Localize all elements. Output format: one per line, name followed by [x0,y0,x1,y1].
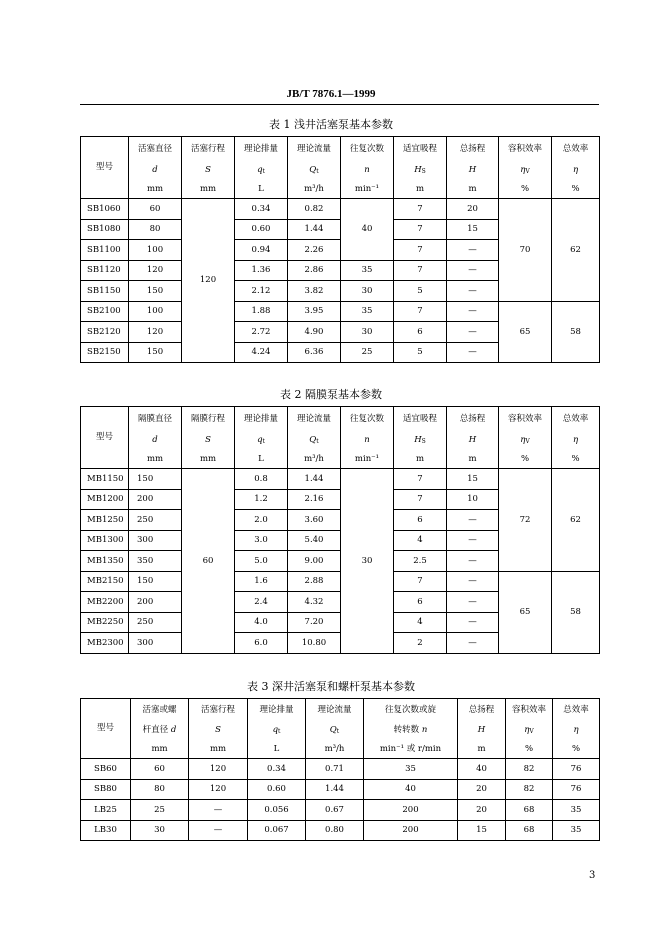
table-row [81,199,600,220]
cell: 4.90 [288,322,341,343]
unit-cell: % [553,741,600,759]
header-rule [80,104,599,105]
cell: 120 [129,260,182,281]
cell: 120 [189,779,248,800]
merged-eff-cell: 58 [552,571,600,653]
symbol-Qt: $Q_t$ [288,161,341,181]
cell: — [447,571,499,592]
symbol-qt: $q_t$ [235,161,288,181]
cell: 0.82 [288,199,341,220]
symbol-Qt: $Q_t$ [306,721,364,741]
cell: 6.36 [288,342,341,363]
table-row [81,571,600,592]
symbol-n: n [341,431,394,451]
merged-vol-eff-cell: 65 [499,301,552,363]
symbol-eta-v: $\eta_V$ [499,161,552,181]
merged-eff-cell: 58 [552,301,600,363]
cell: 20 [458,800,506,821]
model-cell: MB1200 [81,489,129,510]
cell: 150 [129,342,182,363]
table3-col-total-efficiency: 总效率 [553,699,600,721]
cell: 300 [129,633,182,654]
cell: 4 [394,530,447,551]
page-number: 3 [589,870,596,881]
cell: 0.94 [235,240,288,261]
symbol-eta: η [552,161,600,181]
cell: 7 [394,240,447,261]
cell: 7 [394,469,447,490]
cell: — [447,551,499,572]
cell: — [447,301,499,322]
cell: 35 [364,759,458,780]
merged-eff-cell: 62 [552,469,600,572]
table3-col-theoretical-flow: 理论流量 [306,699,364,721]
unit-cell: L [248,741,306,759]
model-cell: SB80 [81,779,131,800]
cell: 3.82 [288,281,341,302]
cell: 200 [129,592,182,613]
standard-header: JB/T 7876.1—1999 [286,88,376,100]
unit-cell: mm [129,181,182,199]
symbol-Qt: $Q_t$ [288,431,341,451]
cycles-label: 转转数 [393,725,420,736]
cell: 2.12 [235,281,288,302]
unit-cell: % [552,181,600,199]
cell: 7 [394,199,447,220]
table3-col-theoretical-displacement: 理论排量 [248,699,306,721]
cell: — [447,510,499,531]
cell: 4.32 [288,592,341,613]
table-row [81,800,600,821]
unit-cell: L [235,451,288,469]
cell: 2.26 [288,240,341,261]
unit-cell: mm [182,451,235,469]
cell: 68 [506,800,553,821]
cell: 5.0 [235,551,288,572]
cell: 0.34 [248,759,306,780]
cell: — [447,281,499,302]
merged-cycles-cell: 30 [341,469,394,654]
cell: 25 [131,800,189,821]
cell: 80 [131,779,189,800]
cell: 35 [553,820,600,841]
unit-cell: m [458,741,506,759]
model-cell: MB1350 [81,551,129,572]
cell: 68 [506,820,553,841]
symbol-S: S [182,161,235,181]
table1-col-suction-lift: 适宜吸程 [394,137,447,161]
unit-cell: mm [131,741,189,759]
symbol-n: n [421,725,428,736]
cell: 100 [129,240,182,261]
cell: 6 [394,592,447,613]
cell: 6 [394,510,447,531]
table3-col-volumetric-efficiency: 容积效率 [506,699,553,721]
cell: 0.60 [235,219,288,240]
table1-col-piston-diameter: 活塞直径 [129,137,182,161]
unit-cell: m [447,181,499,199]
cell: 2.88 [288,571,341,592]
cell: 4.24 [235,342,288,363]
cell: 10 [447,489,499,510]
model-cell: MB2150 [81,571,129,592]
table1-col-reciprocations: 往复次数 [341,137,394,161]
cell: — [447,592,499,613]
table2-col-suction-lift: 适宜吸程 [394,407,447,431]
table1-caption: 表 1 浅井活塞泵基本参数 [269,118,393,131]
table2-col-theoretical-flow: 理论流量 [288,407,341,431]
cell: 1.44 [306,779,364,800]
cell: 4.0 [235,612,288,633]
cell: 5 [394,281,447,302]
cell: 250 [129,510,182,531]
cell: — [189,800,248,821]
cell: 0.67 [306,800,364,821]
merged-vol-eff-cell: 65 [499,571,552,653]
cell: 2 [394,633,447,654]
cell: 5.40 [288,530,341,551]
table3-caption: 表 3 深井活塞泵和螺杆泵基本参数 [247,680,415,693]
cell: 7 [394,219,447,240]
cell: 35 [553,800,600,821]
symbol-eta: η [552,431,600,451]
table1-model-header: 型号 [81,137,129,199]
cell: 7 [394,301,447,322]
model-cell: MB1250 [81,510,129,531]
cell: 1.44 [288,469,341,490]
table2-model-header: 型号 [81,407,129,469]
model-cell: MB2200 [81,592,129,613]
cell: 10.80 [288,633,341,654]
table-row [81,301,600,322]
symbol-H: H [447,431,499,451]
cell: 0.71 [306,759,364,780]
unit-cell: m [394,181,447,199]
cell: 5 [394,342,447,363]
symbol-H: H [458,721,506,741]
table2-col-diaphragm-diameter: 隔膜直径 [129,407,182,431]
cell: 15 [447,469,499,490]
unit-cell: mm [129,451,182,469]
cell: 35 [341,301,394,322]
cell: 1.44 [288,219,341,240]
table3-col-cycles-line2 [364,721,458,741]
unit-cell: m³/h [306,741,364,759]
cell: 2.16 [288,489,341,510]
symbol-S: S [182,431,235,451]
cell: 150 [129,469,182,490]
cell: 60 [129,199,182,220]
symbol-qt: $q_t$ [248,721,306,741]
cell: 0.8 [235,469,288,490]
symbol-qt: $q_t$ [235,431,288,451]
cell: 0.60 [248,779,306,800]
model-cell: MB2250 [81,612,129,633]
cell: 2.72 [235,322,288,343]
table2 [80,406,600,654]
cell: 250 [129,612,182,633]
cell: 150 [129,571,182,592]
cell: 82 [506,759,553,780]
merged-vol-eff-cell: 72 [499,469,552,572]
cell: 6.0 [235,633,288,654]
merged-cycles-cell: 40 [341,199,394,261]
cell: 76 [553,779,600,800]
cell: 15 [447,219,499,240]
cell: — [447,240,499,261]
cell: 120 [189,759,248,780]
table3-col-piston-stroke: 活塞行程 [189,699,248,721]
merged-stroke-cell [182,469,235,654]
cell: 35 [341,260,394,281]
cell: 20 [458,779,506,800]
symbol-eta: η [553,721,600,741]
table1-col-piston-stroke: 活塞行程 [182,137,235,161]
table2-col-diaphragm-stroke: 隔膜行程 [182,407,235,431]
cell: 2.86 [288,260,341,281]
cell: 20 [447,199,499,220]
symbol-H: H [447,161,499,181]
unit-cell: mm [182,181,235,199]
cell: 0.056 [248,800,306,821]
cell: 7 [394,571,447,592]
table3-col-cycles-line1: 往复次数或旋 [364,699,458,721]
table3-col-diameter-line2 [131,721,189,741]
cell: 3.0 [235,530,288,551]
table1-col-volumetric-efficiency: 容积效率 [499,137,552,161]
unit-cell: m [394,451,447,469]
cell: 7.20 [288,612,341,633]
cell: 6 [394,322,447,343]
symbol-S: S [189,721,248,741]
table1-col-total-efficiency: 总效率 [552,137,600,161]
table3-col-total-head: 总扬程 [458,699,506,721]
cell: 200 [364,820,458,841]
unit-cell: % [499,181,552,199]
cell: 0.34 [235,199,288,220]
table3-model-header: 型号 [81,699,131,759]
cell: 82 [506,779,553,800]
cell: 200 [129,489,182,510]
model-cell: SB60 [81,759,131,780]
unit-cell: min⁻¹ [341,181,394,199]
unit-cell: mm [189,741,248,759]
table3-col-diameter-line1: 活塞或螺 [131,699,189,721]
unit-cell: L [235,181,288,199]
table2-col-volumetric-efficiency: 容积效率 [499,407,552,431]
symbol-d: d [129,161,182,181]
cell: 60 [131,759,189,780]
cell: 3.60 [288,510,341,531]
cell: 7 [394,260,447,281]
merged-vol-eff-cell: 70 [499,199,552,302]
unit-cell: min⁻¹ [341,451,394,469]
cell: 40 [364,779,458,800]
cell: 4 [394,612,447,633]
cell: 150 [129,281,182,302]
model-cell: SB1120 [81,260,129,281]
symbol-d: d [129,431,182,451]
table3 [80,698,600,841]
cell: 1.88 [235,301,288,322]
unit-cell: % [552,451,600,469]
cell: 1.36 [235,260,288,281]
cell: — [447,322,499,343]
cell: 3.95 [288,301,341,322]
cell: — [447,342,499,363]
model-cell: SB1080 [81,219,129,240]
model-cell: LB25 [81,800,131,821]
cell: 2.5 [394,551,447,572]
cell: 200 [364,800,458,821]
model-cell: LB30 [81,820,131,841]
model-cell: MB2300 [81,633,129,654]
cell: 7 [394,489,447,510]
symbol-Hs: $H_S$ [394,431,447,451]
cell: — [189,820,248,841]
table-row [81,779,600,800]
table-row [81,759,600,780]
model-cell: SB2120 [81,322,129,343]
cell: — [447,530,499,551]
symbol-d: d [170,725,177,736]
cell: 1.2 [235,489,288,510]
table2-col-total-efficiency: 总效率 [552,407,600,431]
cell: — [447,260,499,281]
unit-cell: min⁻¹ 或 r/min [364,741,458,759]
cell: 80 [129,219,182,240]
cell: 30 [341,322,394,343]
cell: 9.00 [288,551,341,572]
table2-caption: 表 2 隔膜泵基本参数 [280,388,382,401]
cell: 2.4 [235,592,288,613]
model-cell: SB1100 [81,240,129,261]
unit-cell: m [447,451,499,469]
cell: 100 [129,301,182,322]
cell: 25 [341,342,394,363]
cell: 76 [553,759,600,780]
cell: 30 [341,281,394,302]
cell: — [447,633,499,654]
stroke-value: 60 [202,555,214,566]
cell: 30 [131,820,189,841]
cell: 300 [129,530,182,551]
table2-col-reciprocations: 往复次数 [341,407,394,431]
model-cell: MB1300 [81,530,129,551]
model-cell: SB2100 [81,301,129,322]
cell: 2.0 [235,510,288,531]
cell: — [447,612,499,633]
cell: 1.6 [235,571,288,592]
model-cell: SB2150 [81,342,129,363]
table-row [81,820,600,841]
cell: 15 [458,820,506,841]
cell: 40 [458,759,506,780]
cell: 350 [129,551,182,572]
diameter-label: 杆直径 [142,725,169,736]
table1 [80,136,600,363]
symbol-eta-v: $\eta_V$ [499,431,552,451]
symbol-eta-v: $\eta_V$ [506,721,553,741]
unit-cell: % [506,741,553,759]
symbol-Hs: $H_S$ [394,161,447,181]
cell: 120 [129,322,182,343]
cell: 0.80 [306,820,364,841]
symbol-n: n [341,161,394,181]
unit-cell: m³/h [288,451,341,469]
model-cell: SB1060 [81,199,129,220]
unit-cell: m³/h [288,181,341,199]
table1-col-theoretical-displacement: 理论排量 [235,137,288,161]
table-row [81,469,600,490]
table2-col-theoretical-displacement: 理论排量 [235,407,288,431]
table1-col-total-head: 总扬程 [447,137,499,161]
table2-col-total-head: 总扬程 [447,407,499,431]
merged-eff-cell: 62 [552,199,600,302]
model-cell: SB1150 [81,281,129,302]
unit-cell: % [499,451,552,469]
model-cell: MB1150 [81,469,129,490]
table1-col-theoretical-flow: 理论流量 [288,137,341,161]
merged-stroke-cell: 120 [182,199,235,363]
cell: 0.067 [248,820,306,841]
